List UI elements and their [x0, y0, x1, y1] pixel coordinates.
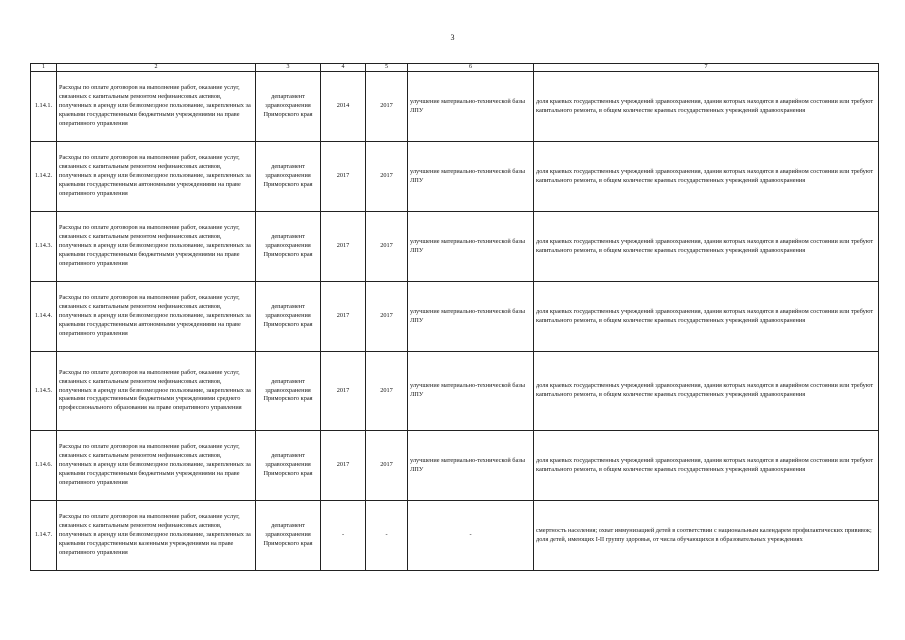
row-start-year: 2017 [321, 212, 366, 282]
row-number: 1.14.7. [31, 501, 57, 571]
row-indicator: доля краевых государственных учреждений здравоохранения, здания которых находятся в аварийном состоянии или требуют капитального ремонта, в общем количестве краевых государственных учреждений здравоохранения [534, 212, 879, 282]
row-description: Расходы по оплате договоров на выполнение работ, оказание услуг, связанных с капитальным ремонтом нефинансовых активов, полученных в аренду или безвозмездное пользование, закрепленных за краевыми государственными бюджетными учреждениями на праве оперативного управления [57, 431, 256, 501]
row-executor: департамент здравоохранения Приморского края [256, 282, 321, 352]
row-start-year: 2017 [321, 142, 366, 212]
row-indicator: доля краевых государственных учреждений здравоохранения, здания которых находятся в аварийном состоянии или требуют капитального ремонта, в общем количестве краевых государственных учреждений здравоохранения [534, 72, 879, 142]
row-executor: департамент здравоохранения Приморского края [256, 72, 321, 142]
row-end-year: 2017 [366, 142, 408, 212]
row-executor: департамент здравоохранения Приморского края [256, 212, 321, 282]
row-goal: улучшение материально-технической базы ЛПУ [408, 212, 534, 282]
row-description: Расходы по оплате договоров на выполнение работ, оказание услуг, связанных с капитальным ремонтом нефинансовых активов, полученных в аренду или безвозмездное пользование, закрепленных за краевыми государственными бюджетными учреждениями среднего профессионального образования на праве оперативного управления [57, 352, 256, 431]
row-end-year: 2017 [366, 282, 408, 352]
row-number: 1.14.3. [31, 212, 57, 282]
row-indicator: доля краевых государственных учреждений здравоохранения, здания которых находятся в аварийном состоянии или требуют капитального ремонта, в общем количестве краевых государственных учреждений здравоохранения [534, 431, 879, 501]
row-end-year: - [366, 501, 408, 571]
column-header-4: 4 [321, 64, 366, 72]
row-description: Расходы по оплате договоров на выполнение работ, оказание услуг, связанных с капитальным ремонтом нефинансовых активов, полученных в аренду или безвозмездное пользование, закрепленных за краевыми государственными бюджетными учреждениями на праве оперативного управления [57, 72, 256, 142]
row-start-year: 2017 [321, 352, 366, 431]
row-end-year: 2017 [366, 212, 408, 282]
row-number: 1.14.1. [31, 72, 57, 142]
row-description: Расходы по оплате договоров на выполнение работ, оказание услуг, связанных с капитальным ремонтом нефинансовых активов, полученных в аренду или безвозмездное пользование, закрепленных за краевыми государственными казенными учреждениями на праве оперативного управления [57, 501, 256, 571]
table-row [31, 72, 879, 142]
column-header-2: 2 [57, 64, 256, 72]
column-header-6: 6 [408, 64, 534, 72]
row-end-year: 2017 [366, 352, 408, 431]
row-number: 1.14.4. [31, 282, 57, 352]
table-row [31, 282, 879, 352]
table-row [31, 212, 879, 282]
row-goal: улучшение материально-технической базы ЛПУ [408, 142, 534, 212]
row-description: Расходы по оплате договоров на выполнение работ, оказание услуг, связанных с капитальным ремонтом нефинансовых активов, полученных в аренду или безвозмездное пользование, закрепленных за краевыми государственными бюджетными учреждениями на праве оперативного управления [57, 212, 256, 282]
row-description: Расходы по оплате договоров на выполнение работ, оказание услуг, связанных с капитальным ремонтом нефинансовых активов, полученных в аренду или безвозмездное пользование, закрепленных за краевыми государственными автономными учреждениями на праве оперативного управления [57, 282, 256, 352]
page-number: 3 [450, 33, 455, 42]
table-row [31, 352, 879, 431]
row-number: 1.14.5. [31, 352, 57, 431]
row-end-year: 2017 [366, 431, 408, 501]
row-start-year: 2017 [321, 282, 366, 352]
row-indicator: смертность населения; охват иммунизацией детей в соответствии с национальным календарем профилактических прививок; доля детей, имеющих I-II группу здоровья, от числа обучающихся в образовательных учреждениях [534, 501, 879, 571]
row-indicator: доля краевых государственных учреждений здравоохранения, здания которых находятся в аварийном состоянии или требуют капитального ремонта, в общем количестве краевых государственных учреждений здравоохранения [534, 352, 879, 431]
row-executor: департамент здравоохранения Приморского края [256, 501, 321, 571]
row-goal: улучшение материально-технической базы ЛПУ [408, 352, 534, 431]
row-end-year: 2017 [366, 72, 408, 142]
column-header-3: 3 [256, 64, 321, 72]
row-goal: улучшение материально-технической базы ЛПУ [408, 431, 534, 501]
header-row [31, 64, 879, 72]
row-start-year: - [321, 501, 366, 571]
row-goal: улучшение материально-технической базы ЛПУ [408, 72, 534, 142]
column-header-1: 1 [31, 64, 57, 72]
column-header-7: 7 [534, 64, 879, 72]
row-indicator: доля краевых государственных учреждений здравоохранения, здания которых находятся в аварийном состоянии или требуют капитального ремонта, в общем количестве краевых государственных учреждений здравоохранения [534, 142, 879, 212]
column-header-5: 5 [366, 64, 408, 72]
row-executor: департамент здравоохранения Приморского края [256, 142, 321, 212]
row-executor: департамент здравоохранения Приморского края [256, 431, 321, 501]
measures-table [30, 63, 879, 571]
row-start-year: 2014 [321, 72, 366, 142]
row-goal: улучшение материально-технической базы ЛПУ [408, 282, 534, 352]
row-goal: - [408, 501, 534, 571]
row-start-year: 2017 [321, 431, 366, 501]
row-number: 1.14.2. [31, 142, 57, 212]
row-number: 1.14.6. [31, 431, 57, 501]
row-executor: департамент здравоохранения Приморского края [256, 352, 321, 431]
table-row [31, 501, 879, 571]
table-row [31, 142, 879, 212]
row-indicator: доля краевых государственных учреждений здравоохранения, здания которых находятся в аварийном состоянии или требуют капитального ремонта, в общем количестве краевых государственных учреждений здравоохранения [534, 282, 879, 352]
table-row [31, 431, 879, 501]
row-description: Расходы по оплате договоров на выполнение работ, оказание услуг, связанных с капитальным ремонтом нефинансовых активов, полученных в аренду или безвозмездное пользование, закрепленных за краевыми государственными автономными учреждениями на праве оперативного управления [57, 142, 256, 212]
